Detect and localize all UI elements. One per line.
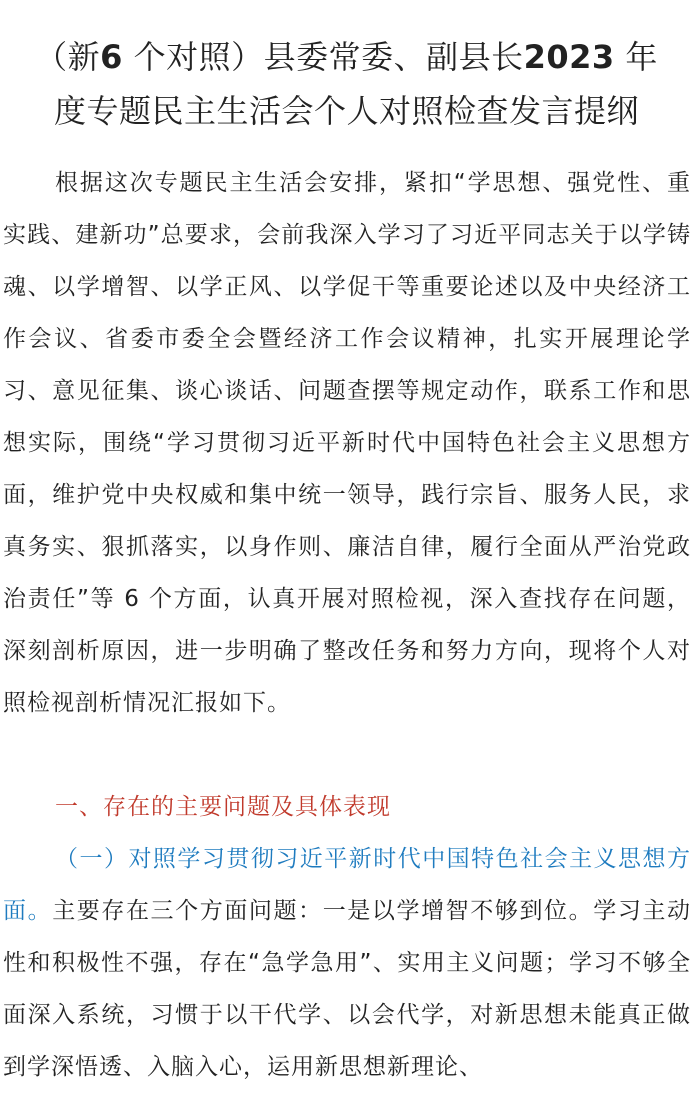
section-heading: 一、存在的主要问题及具体表现 <box>55 794 391 820</box>
title-part2: 个对照）县委常委、副县长 <box>133 38 524 76</box>
title-line2: 度专题民主生活会个人对照检查发言提纲 <box>53 92 639 130</box>
title-part1: （新 <box>35 38 101 76</box>
intro-paragraph: 根据这次专题民主生活会安排，紧扣“学思想、强党性、重实践、建新功”总要求，会前我深入学习了习近平同志关于以学铸魂、以学增智、以学正风、以学促干等重要论述以及中央经济工作会议、省委市委全会暨经济工作会议精神，扎实开展理论学习、意见征集、谈心谈话、问题查摆等规定动作，联系工作和思想实际，围绕“学习贯彻习近平新时代中国特色社会主义思想方面，维护党中央权威和集中统一领导，践行宗旨、服务人民，求真务实、狠抓落实，以身作则、廉洁自律，履行全面从严治党政治责任”等 6 个方面，认真开展对照检视，深入查找存在问题，深刻剖析原因，进一步明确了整改任务和努力方向，现将个人对照检视剖析情况汇报如下。 <box>3 170 691 716</box>
subsection-paragraph <box>3 833 691 1093</box>
document-title <box>0 0 693 138</box>
title-number-6: 6 <box>100 38 123 76</box>
subsection-text: 主要存在三个方面问题：一是以学增智不够到位。学习主动性和积极性不强，存在“急学急用”、实用主义问题；学习不够全面深入系统，习惯于以干代学、以会代学，对新思想未能真正做到学深悟透、入脑入心，运用新思想新理论、 <box>3 898 692 1080</box>
title-year: 2023 <box>523 38 615 76</box>
subsection-heading: （一）对照学习贯彻习近平新时代中国特色社会主义思想方面。 <box>3 846 691 924</box>
title-part3: 年 <box>625 38 658 76</box>
